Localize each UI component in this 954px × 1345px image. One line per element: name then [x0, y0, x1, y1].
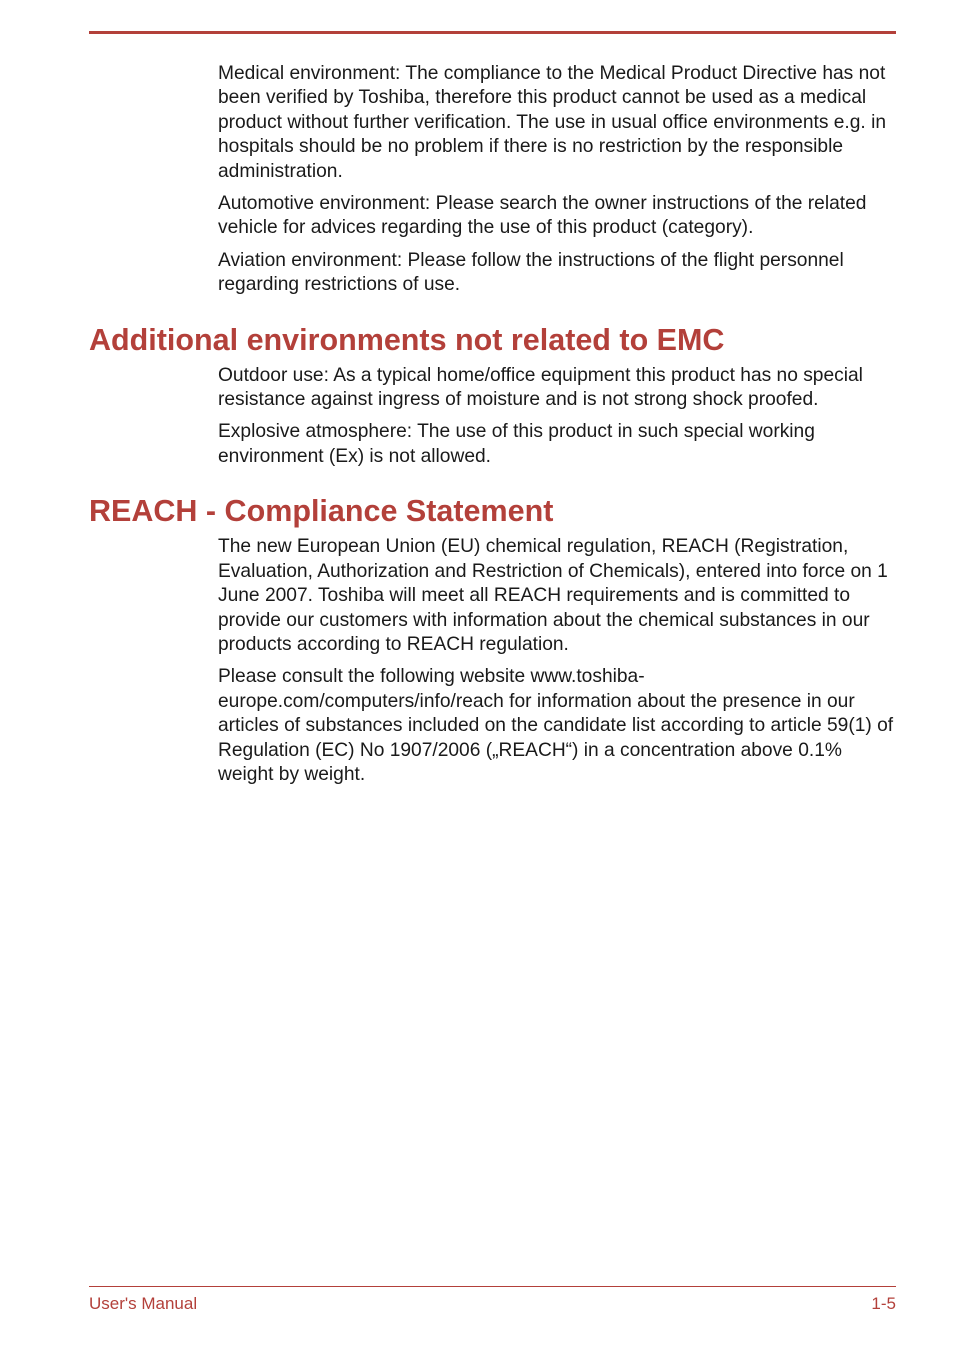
page-content [89, 62, 896, 795]
automotive-environment-paragraph: Automotive environment: Please search the owner instructions of the related vehicle for advices regarding the use of this product (category). [218, 193, 867, 239]
aviation-environment-paragraph: Aviation environment: Please follow the instructions of the flight personnel regarding restrictions of use. [218, 249, 844, 296]
page-number: 1-5 [871, 1294, 896, 1313]
medical-environment-paragraph: Medical environment: The compliance to the Medical Product Directive has not been verified by Toshiba, therefore this product cannot be used as a medical product without further verification. The use in usual office environments e.g. in hospitals should be no problem if there is no restriction by the responsible administration. [218, 63, 887, 182]
explosive-atmosphere-paragraph: Explosive atmosphere: The use of this product in such special working environment (Ex) is not allowed. [218, 421, 815, 467]
reach-regulation-paragraph: The new European Union (EU) chemical regulation, REACH (Registration, Evaluation, Authorization and Restriction of Chemicals), entered into force on 1 June 2007. Toshiba will meet all REACH requirements and is committed to provide our customers with information about the chemical substances in our products according to REACH regulation. [218, 536, 888, 655]
reach-website-paragraph: Please consult the following website www.toshiba-europe.com/computers/info/reach for information about the presence in our articles of substances included on the candidate list according to article 59(1) of Regulation (EC) No 1907/2006 („REACH“) in a concentration above 0.1% weight by weight. [218, 666, 894, 785]
header-rule [89, 31, 896, 34]
outdoor-use-paragraph: Outdoor use: As a typical home/office equipment this product has no special resistance against ingress of moisture and is not strong shock proofed. [218, 364, 863, 411]
section-heading-reach-compliance: REACH - Compliance Statement [89, 494, 554, 529]
footer-manual-title: User's Manual [89, 1294, 198, 1313]
section-heading-additional-environments: Additional environments not related to EMC [89, 322, 725, 357]
footer-rule [89, 1286, 896, 1287]
